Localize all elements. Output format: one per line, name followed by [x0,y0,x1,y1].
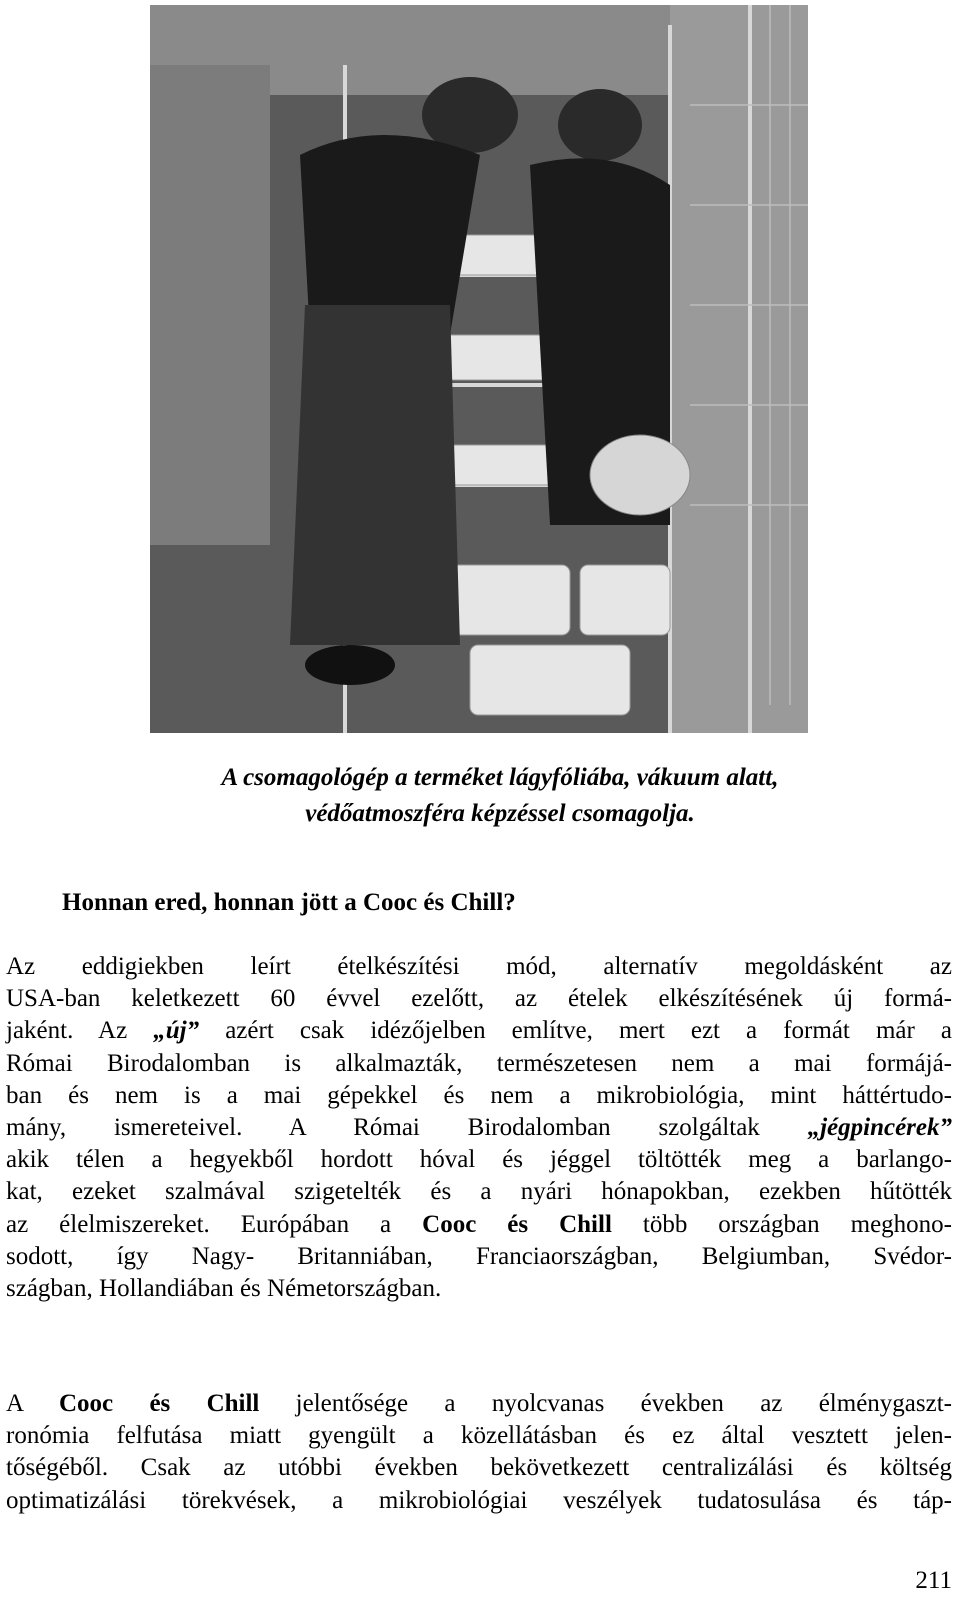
photo-caption [110,760,890,832]
caption-line-2: védőatmoszféra képzéssel csomagolja. [305,800,695,827]
text-run: jelentősége a nyolcvanas években az élménygaszt- [259,1390,952,1417]
paragraph-line [6,1015,952,1047]
emphasis-jegpincerek: „jégpincérek” [807,1114,952,1142]
bold-cooc-chill: Cooc és Chill [422,1210,612,1238]
bold-cooc-chill: Cooc és Chill [58,1390,260,1417]
caption-line-1: A csomagológép a terméket lágyfóliába, vákuum alatt, [221,764,779,791]
section-heading: Honnan ered, honnan jött a Cooc és Chill? [62,889,516,916]
emphasis-uj: „új” [153,1017,200,1045]
paragraph-line [6,1388,952,1420]
text-run: jaként. Az [6,1017,154,1045]
paragraph-line: ronómia felfutása miatt gyengült a közellátásban és ez által vesztett jelen- [6,1422,952,1450]
paragraph-line: kat, ezeket szalmával szigetelték és a nyári hónapokban, ezekben hűtötték [6,1178,952,1206]
photo-workers-loading-food-trolley [150,5,808,733]
photo-icon [150,5,808,733]
paragraph-line: tőségéből. Csak az utóbbi években bekövetkezett centralizálási és költség [6,1454,952,1482]
paragraph-2 [6,1388,952,1517]
paragraph-line: akik télen a hegyekből hordott hóval és jéggel töltötték meg a barlango- [6,1146,952,1174]
text-run: az élelmiszereket. Európában a [6,1210,423,1238]
paragraph-line: Római Birodalomban is alkalmazták, természetesen nem a mai formájá- [6,1049,952,1077]
paragraph-line [6,1112,952,1144]
paragraph-line: sodott, így Nagy- Britanniában, Franciaországban, Belgiumban, Svédor- [6,1242,952,1270]
paragraph-line: optimatizálási törekvések, a mikrobiológiai veszélyek tudatosulása és táp- [6,1486,952,1514]
paragraph-line: ban és nem is a mai gépekkel és nem a mikrobiológia, mint háttértudo- [6,1081,952,1109]
paragraph-line [6,1209,952,1241]
text-run: mány, ismereteivel. A Római Birodalomban szolgáltak [6,1114,808,1142]
paragraph-line: szágban, Hollandiában és Németországban. [6,1275,442,1303]
text-run: A [6,1390,59,1417]
paragraph-line: USA-ban keletkezett 60 évvel ezelőtt, az ételek elkészítésének új formá- [6,985,952,1013]
paragraph-1 [6,951,952,1305]
text-run: azért csak idézőjelben említve, mert ezt a formát már a [199,1017,952,1045]
paragraph-line: Az eddigiekben leírt ételkészítési mód, alternatív megoldásként az [6,953,952,980]
page-number: 211 [915,1567,952,1594]
text-run: több országban meghono- [611,1210,953,1238]
